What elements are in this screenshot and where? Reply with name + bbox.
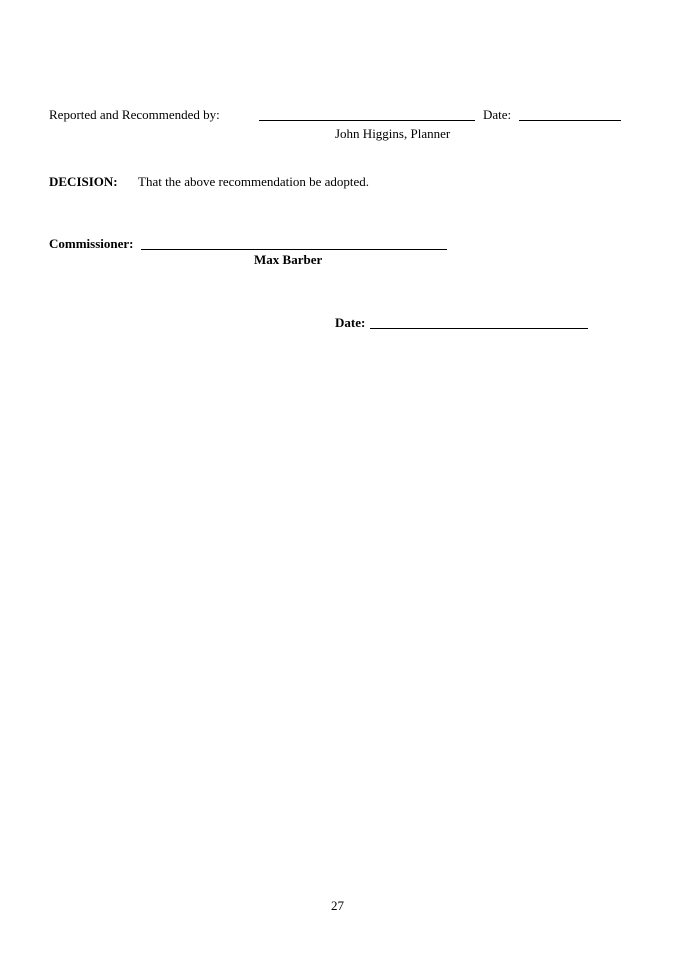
commissioner-signature-line [141,249,447,250]
commissioner-name: Max Barber [254,252,323,267]
commissioner-date-line [370,328,588,329]
report-date-line [519,120,621,121]
commissioner-label: Commissioner: [49,236,134,251]
commissioner-date-label: Date: [335,315,366,330]
report-date-label: Date: [483,107,512,122]
decision-text: That the above recommendation be adopted. [138,174,370,189]
planner-signature-line [259,120,475,121]
planner-name: John Higgins, Planner [335,126,451,141]
page-number: 27 [331,898,344,913]
decision-label: DECISION: [49,174,118,189]
reported-recommended-label: Reported and Recommended by: [49,107,220,122]
